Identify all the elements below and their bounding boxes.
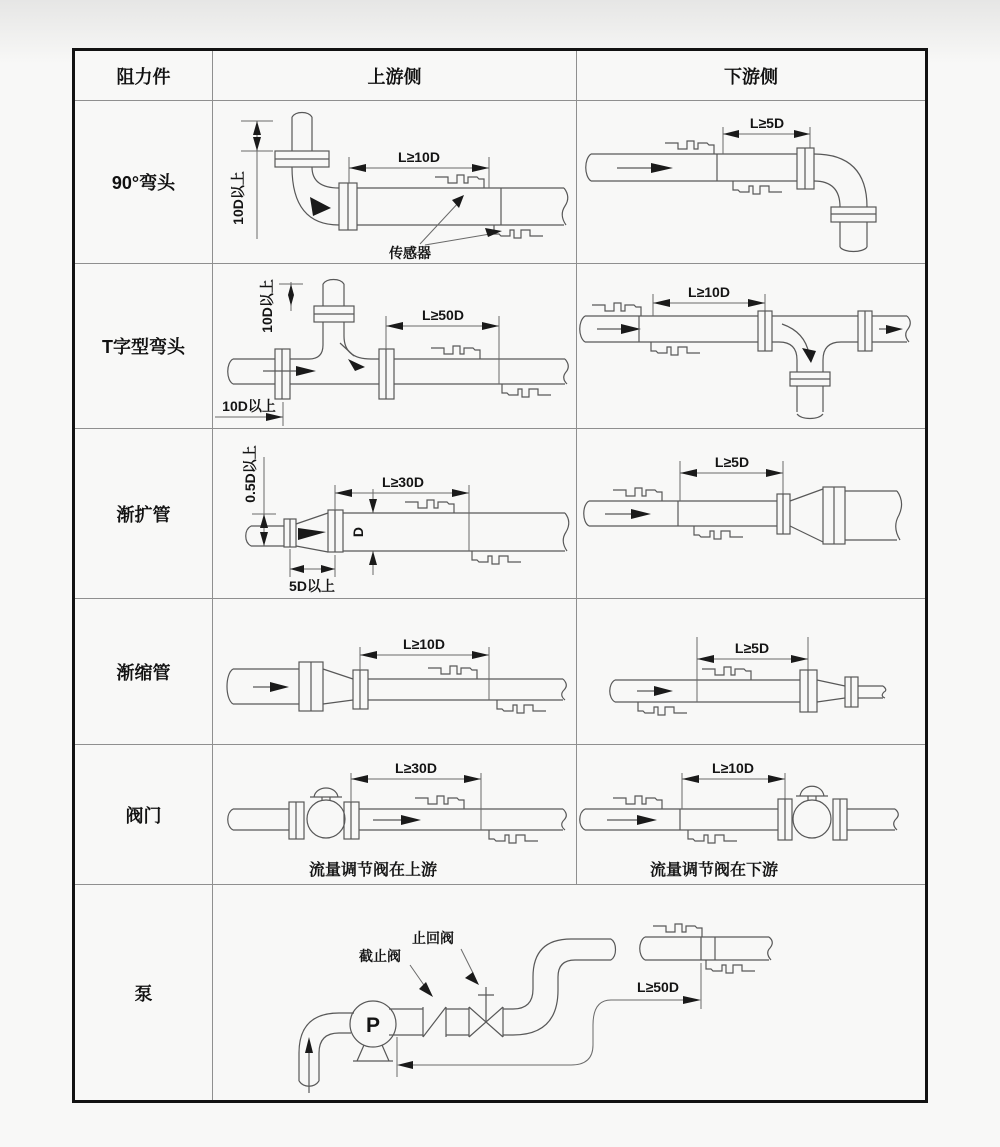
- valve-handle: [796, 786, 828, 800]
- tee-pipe: [228, 280, 569, 400]
- sensor-symbol-top: [431, 346, 480, 359]
- diagram-reducer-downstream: [577, 599, 924, 744]
- dim-down-length: L≥10D: [712, 760, 754, 776]
- caption-valve-upstream: 流量调节阀在上游: [308, 862, 438, 879]
- dim-up-length: L≥30D: [395, 760, 437, 776]
- valve-handle: [310, 788, 342, 801]
- flow-arrow: [621, 324, 641, 334]
- cell-valve-upstream: [213, 745, 577, 885]
- flow-arrow: [296, 366, 316, 376]
- flow-arrow: [654, 686, 673, 696]
- dim-up-height: 10D以上: [230, 171, 246, 225]
- sensor-symbol-bottom: [733, 181, 782, 194]
- globe-valve-body: [793, 800, 831, 838]
- dim-up-length: L≥10D: [403, 636, 445, 652]
- dim-inlet-length: 10D以上: [222, 398, 276, 414]
- dim-down-length: L≥5D: [749, 115, 785, 131]
- length-dimension: [680, 454, 783, 501]
- sensor-symbol-bottom: [472, 551, 521, 564]
- sensor-symbol-bottom: [494, 225, 543, 238]
- sensor-callout: [388, 195, 502, 261]
- sensor-symbol-bottom: [638, 702, 687, 715]
- dim-down-length: L≥10D: [688, 284, 730, 300]
- run-length-dimension: [397, 963, 701, 1077]
- sensor-symbol-top: [428, 666, 477, 679]
- cell-reducer-downstream: [577, 599, 925, 745]
- sensor-label: 传感器: [389, 245, 431, 261]
- cell-elbow90-upstream: [213, 101, 577, 264]
- dim-step: 0.5D以上: [242, 445, 258, 503]
- flow-arrow: [637, 815, 657, 825]
- meter-pipe: [586, 141, 797, 194]
- sensor-symbol-top: [415, 796, 464, 809]
- pump-symbol: [350, 1001, 396, 1061]
- sensor-symbol-top: [592, 303, 641, 316]
- diagram-expander-upstream: [213, 429, 576, 598]
- diagram-elbow90-upstream: [213, 101, 576, 263]
- diagram-elbow90-downstream: [577, 101, 924, 263]
- diagram-tee-upstream: [213, 264, 576, 428]
- flow-arrow: [298, 528, 326, 540]
- inlet-dimension: [215, 398, 283, 426]
- sensor-symbol-bottom: [497, 700, 546, 713]
- dim-up-length: L≥10D: [398, 149, 440, 165]
- row-label-tee: T字型弯头: [75, 264, 213, 429]
- reducer-pipe: [227, 662, 566, 713]
- sensor-symbol-top: [405, 500, 454, 513]
- check-valve-label: 止回阀: [412, 930, 454, 946]
- height-dimension: [230, 121, 273, 239]
- dim-up-length: L≥50D: [422, 307, 464, 323]
- row-label-pump: 泵: [75, 885, 213, 1100]
- header-component: 阻力件: [75, 51, 213, 101]
- cell-expander-downstream: [577, 429, 925, 599]
- meter-pipe: [580, 796, 778, 843]
- cell-valve-downstream: [577, 745, 925, 885]
- sensor-symbol-top: [653, 924, 702, 937]
- dim-up-length: L≥30D: [382, 474, 424, 490]
- branch-flow-arrow: [348, 359, 365, 371]
- globe-valve: [778, 786, 898, 840]
- branch-dimension: [259, 279, 303, 333]
- row-label-valve: 阀门: [75, 745, 213, 885]
- branch-flow-line: [340, 343, 354, 356]
- valve-pipe: [228, 788, 567, 843]
- cell-expander-upstream: [213, 429, 577, 599]
- row-label-expander: 渐扩管: [75, 429, 213, 599]
- sensor-symbol-bottom: [502, 384, 551, 397]
- flow-arrow: [310, 197, 331, 216]
- meter-pipe: [640, 924, 773, 973]
- dim-run-length: L≥50D: [637, 979, 679, 995]
- sensor-symbol-bottom: [651, 342, 700, 355]
- dim-cone-length: 5D以上: [289, 578, 335, 594]
- header-upstream: 上游侧: [213, 51, 577, 101]
- branch-flow-arrow: [802, 348, 816, 363]
- expander-cone: [777, 487, 902, 544]
- cone-dimension: [289, 549, 335, 594]
- stop-valve-callout: [359, 948, 433, 997]
- pump-letter: P: [365, 1014, 381, 1037]
- globe-valve-body: [307, 800, 345, 838]
- row-label-elbow90: 90°弯头: [75, 101, 213, 264]
- reducer-cone: [800, 670, 886, 712]
- header-downstream: 下游侧: [577, 51, 925, 101]
- flow-arrow: [270, 682, 289, 692]
- check-valve-callout: [412, 930, 479, 985]
- sensor-symbol-top: [665, 141, 714, 154]
- length-dimension: [682, 760, 785, 809]
- row-label-reducer: 渐缩管: [75, 599, 213, 745]
- sensor-symbol-bottom: [489, 830, 538, 843]
- diagram-valve-upstream: [213, 745, 576, 884]
- cell-reducer-upstream: [213, 599, 577, 745]
- flow-arrow-up: [305, 1037, 313, 1053]
- cell-pump: [213, 885, 925, 1100]
- diagram-pump: [213, 885, 925, 1099]
- dim-diameter: D: [350, 526, 366, 538]
- sensor-symbol-top: [702, 667, 751, 680]
- stop-valve-label: 截止阀: [359, 948, 401, 964]
- diameter-dimension: [350, 489, 377, 575]
- meter-sensors: [431, 346, 551, 397]
- dim-down-length: L≥5D: [714, 454, 750, 470]
- diagram-tee-downstream: [577, 264, 924, 428]
- flow-arrow: [401, 815, 421, 825]
- meter-pipe: [610, 667, 800, 715]
- meter-pipe: [339, 175, 568, 238]
- dim-down-length: L≥5D: [734, 640, 770, 656]
- elbow-down: [797, 148, 876, 252]
- cell-elbow90-downstream: [577, 101, 925, 264]
- meter-pipe: [580, 303, 758, 355]
- sensor-symbol-bottom: [706, 960, 755, 973]
- flow-arrow: [651, 163, 673, 173]
- flow-arrow: [631, 509, 651, 519]
- expander-pipe: [246, 500, 569, 564]
- length-dimension: [653, 284, 765, 316]
- diagram-reducer-upstream: [213, 599, 576, 744]
- caption-valve-downstream: 流量调节阀在下游: [649, 862, 779, 879]
- stop-valve-symbol: [423, 1007, 446, 1037]
- sensor-symbol-top: [613, 488, 662, 501]
- sensor-symbol-top: [435, 175, 484, 188]
- length-dimension: [386, 307, 499, 384]
- diagram-expander-downstream: [577, 429, 924, 598]
- cell-tee-upstream: [213, 264, 577, 429]
- outlet-flow-arrow: [886, 325, 903, 334]
- sensor-symbol-bottom: [688, 830, 737, 843]
- installation-requirements-table: [72, 48, 928, 1103]
- sensor-symbol-top: [613, 796, 662, 809]
- pump-inlet-pipe: [299, 1013, 354, 1093]
- sensor-symbol-bottom: [694, 526, 743, 539]
- cell-tee-downstream: [577, 264, 925, 429]
- dim-branch-height: 10D以上: [259, 279, 275, 333]
- diagram-valve-downstream: [577, 745, 924, 884]
